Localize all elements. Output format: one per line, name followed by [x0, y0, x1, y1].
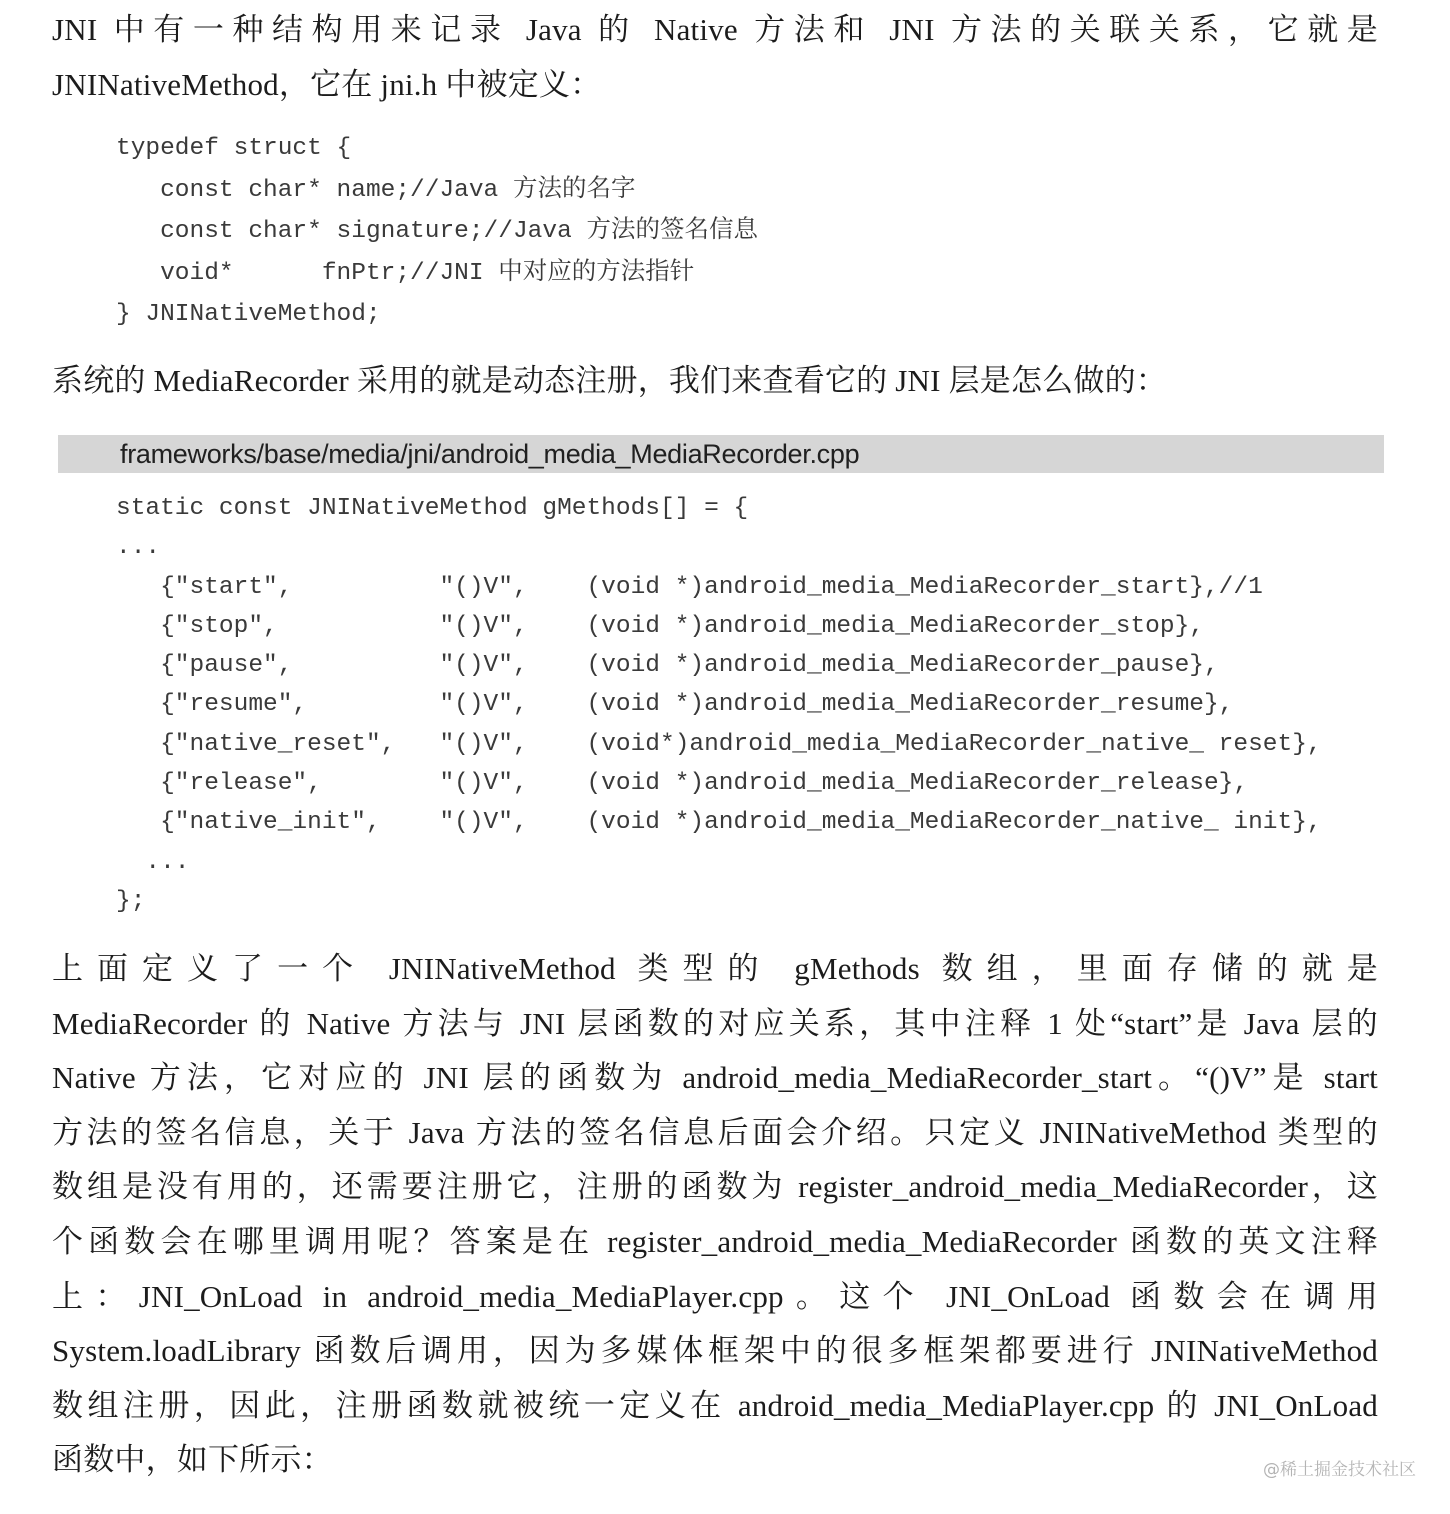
explanation-line: 函数中，如下所示：	[52, 1442, 333, 1478]
code-line: {"resume", "()V", (void *)android_media_MediaRecorder_resume},	[116, 691, 1234, 719]
explanation-line: 数组是没有用的，还需要注册它，注册的函数为 register_android_media_MediaRecorder，这	[52, 1169, 1378, 1205]
code-line: static const JNINativeMethod gMethods[] = {	[116, 495, 749, 522]
code-line: {"native_reset", "()V", (void*)android_media_MediaRecorder_native_ reset},	[116, 730, 1322, 758]
explanation-line: Native 方法，它对应的 JNI 层的函数为 android_media_MediaRecorder_start。“()V”是 start	[52, 1060, 1378, 1096]
explanation-line: System.loadLibrary 函数后调用，因为多媒体框架中的很多框架都要进行 JNINativeMethod	[52, 1333, 1378, 1369]
intro-paragraph	[52, 3, 1378, 112]
explanation-line: 方法的签名信息，关于 Java 方法的签名信息后面会介绍。只定义 JNINativeMethod 类型的	[52, 1114, 1378, 1150]
explanation-line: 数组注册，因此，注册函数就被统一定义在 android_media_MediaPlayer.cpp 的 JNI_OnLoad	[52, 1387, 1378, 1423]
explanation-line: 上面定义了一个 JNINativeMethod 类型的 gMethods 数组，里面存储的就是	[52, 951, 1378, 986]
code-line: const char* signature;//Java 方法的签名信息	[116, 218, 758, 245]
code-line: } JNINativeMethod;	[116, 301, 381, 328]
explanation-line: 上：JNI_OnLoad in android_media_MediaPlayer.cpp。这个 JNI_OnLoad 函数会在调用	[52, 1278, 1378, 1314]
explanation-line: MediaRecorder 的 Native 方法与 JNI 层函数的对应关系，其中注释 1 处“start”是 Java 层的	[52, 1005, 1378, 1041]
code-line: typedef struct {	[116, 135, 352, 162]
gmethods-code-block	[116, 489, 1322, 921]
file-path: frameworks/base/media/jni/android_media_MediaRecorder.cpp	[120, 439, 860, 469]
code-line: {"stop", "()V", (void *)android_media_MediaRecorder_stop},	[116, 612, 1204, 640]
dynamic-registration-paragraph	[52, 354, 1378, 409]
intro-line-1: JNI 中有一种结构用来记录 Java 的 Native 方法和 JNI 方法的关联关系，它就是	[52, 12, 1378, 47]
struct-code-block	[116, 128, 758, 336]
code-line: {"start", "()V", (void *)android_media_MediaRecorder_start},//1	[116, 573, 1263, 601]
watermark-text: @稀土掘金技术社区	[1263, 1460, 1416, 1480]
code-line: void* fnPtr;//JNI 中对应的方法指针	[116, 259, 695, 287]
code-line: const char* name;//Java 方法的名字	[116, 176, 636, 204]
code-line: {"release", "()V", (void *)android_media_MediaRecorder_release},	[116, 770, 1249, 798]
code-line: ...	[116, 534, 161, 562]
code-line: {"native_init", "()V", (void *)android_media_MediaRecorder_native_ init},	[116, 809, 1322, 837]
code-line: {"pause", "()V", (void *)android_media_MediaRecorder_pause},	[116, 652, 1219, 680]
code-line: };	[116, 887, 146, 915]
explanation-paragraph	[52, 942, 1378, 1488]
code-line: ...	[116, 848, 190, 876]
explanation-line: 个函数会在哪里调用呢？答案是在 register_android_media_MediaRecorder 函数的英文注释	[52, 1223, 1378, 1259]
file-path-banner	[58, 435, 1384, 473]
intro-line-2: JNINativeMethod，它在 jni.h 中被定义：	[52, 66, 602, 102]
dynamic-registration-line: 系统的 MediaRecorder 采用的就是动态注册，我们来查看它的 JNI 层是怎么做的：	[52, 363, 1167, 398]
